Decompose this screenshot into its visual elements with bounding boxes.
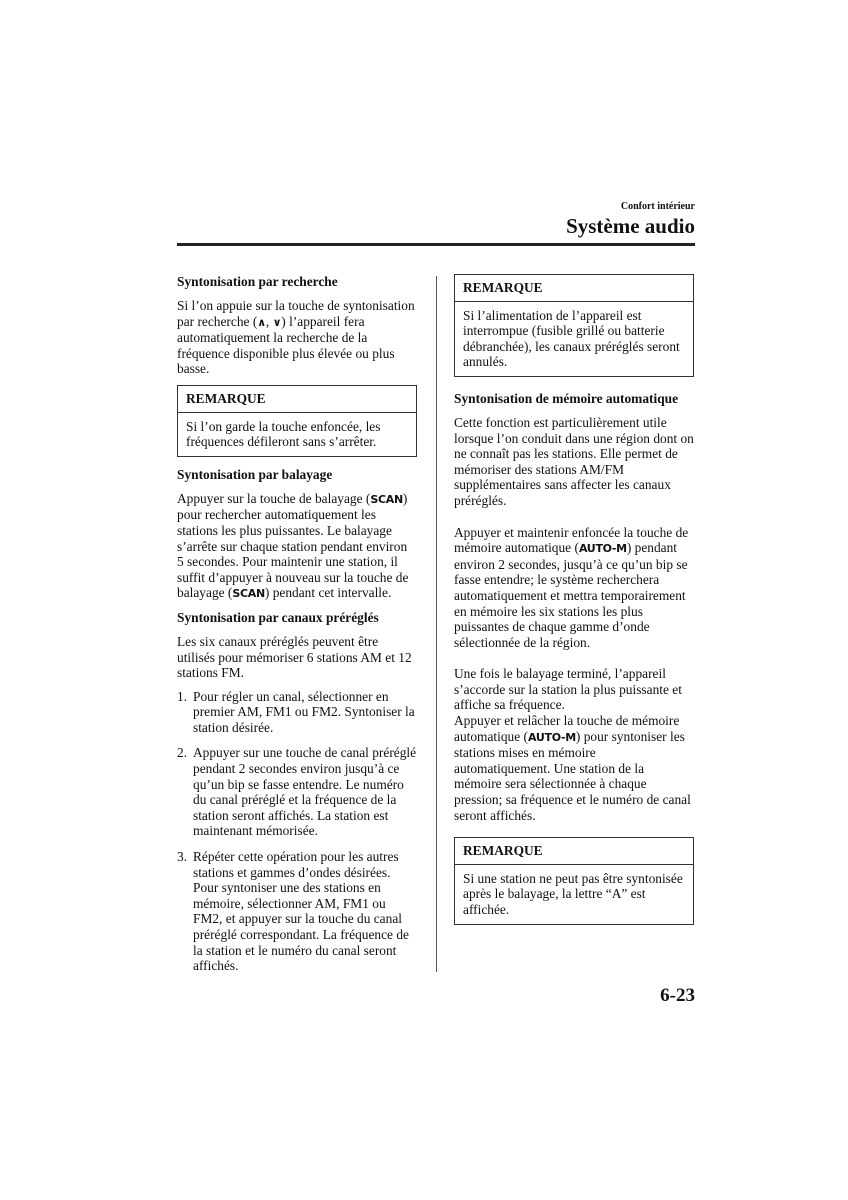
paragraph-memoire-3: Une fois le balayage terminé, l’appareil s’accorde sur la station la plus puissante et affiche sa fréquence. [454,666,682,713]
header-rule [177,243,695,246]
column-divider [436,276,437,972]
scan-button-icon: SCAN [370,492,403,506]
section-label: Confort intérieur [620,201,695,212]
heading-canaux: Syntonisation par canaux préréglés [177,609,379,625]
page-number: 6-23 [660,985,695,1006]
list-item: 3. Répéter cette opération pour les autres stations et gammes d’ondes désirées. Pour syntoniser une des stations en mémoire, sélectionner AM, FM1 ou FM2, et appuyer sur la touche du canal préréglé correspondant. La fréquence de la station et le numéro du canal seront affichés. [177,849,409,974]
note-box [454,837,694,924]
heading-memoire: Syntonisation de mémoire automatique [454,390,679,406]
seek-down-icon: ∨ [272,315,282,329]
left-column [177,274,417,984]
note-body: Si l’on garde la touche enfoncée, les fréquences défileront sans s’arrêter. [186,418,381,450]
list-item: 1. Pour régler un canal, sélectionner en premier AM, FM1 ou FM2. Syntoniser la station désirée. [177,688,415,735]
note-body: Si une station ne peut pas être syntonisée après le balayage, la lettre “A” est affichée. [463,870,683,917]
page-title: Système audio [566,214,695,238]
scan-button-icon: SCAN [232,587,265,601]
seek-up-icon: ∧ [257,315,266,329]
right-column [454,274,694,935]
note-box [177,385,417,457]
note-title: REMARQUE [455,275,693,302]
note-body: Si l’alimentation de l’appareil est interrompue (fusible grillé ou batterie débranchée), les canaux préréglés seront annulés. [463,307,680,370]
auto-m-button-icon: AUTO-M [578,542,627,556]
paragraph-memoire-2: Appuyer et maintenir enfoncée la touche de mémoire automatique (AUTO-M) pendant environ 2 secondes, jusqu’à ce qu’un bip se fasse entendre; le système recherchera automatiquement et mettra temporairement en mémoire les six stations les plus puissantes de chaque gamme d’onde sélectionnée de la région. [454,524,689,650]
paragraph-memoire-4: Appuyer et relâcher la touche de mémoire automatique (AUTO-M) pour syntoniser les stations mises en mémoire automatiquement. Une station de la mémoire sera sélectionnée à chaque pression; sa fréquence et le numéro de canal seront affichés. [454,713,691,823]
paragraph-canaux: Les six canaux préréglés peuvent être utilisés pour mémoriser 6 stations AM et 12 stations FM. [177,633,412,681]
preset-steps-list [177,689,417,974]
paragraph-memoire-1: Cette fonction est particulièrement utile lorsque l’on conduit dans une région dont on ne connaît pas les stations. Elle permet de mémoriser des stations AM/FM supplémentaires sans affecter les canaux préréglés. [454,414,694,508]
list-item: 2. Appuyer sur une touche de canal préréglé pendant 2 secondes environ jusqu’à ce qu’un bip se fasse entendre. Le numéro du canal préréglé et la fréquence de la station seront affichés. La station est maintenant mémorisée. [177,745,417,839]
heading-balayage: Syntonisation par balayage [177,466,333,482]
paragraph-recherche: Si l’on appuie sur la touche de syntonisation par recherche (∧, ∨) l’appareil fera automatiquement la recherche de la fréquence disponible plus élevée ou plus basse. [177,298,415,377]
heading-recherche: Syntonisation par recherche [177,274,338,289]
auto-m-button-icon: AUTO-M [528,730,576,744]
paragraph-balayage: Appuyer sur la touche de balayage (SCAN) pour rechercher automatiquement les stations les plus puissantes. Le balayage s’arrête sur chaque station pendant environ 5 secondes. Pour maintenir une station, il suffit d’appuyer à nouveau sur la touche de balayage (SCAN) pendant cet intervalle. [177,490,409,601]
note-title: REMARQUE [178,386,416,413]
note-title: REMARQUE [455,838,693,865]
note-box [454,274,694,377]
